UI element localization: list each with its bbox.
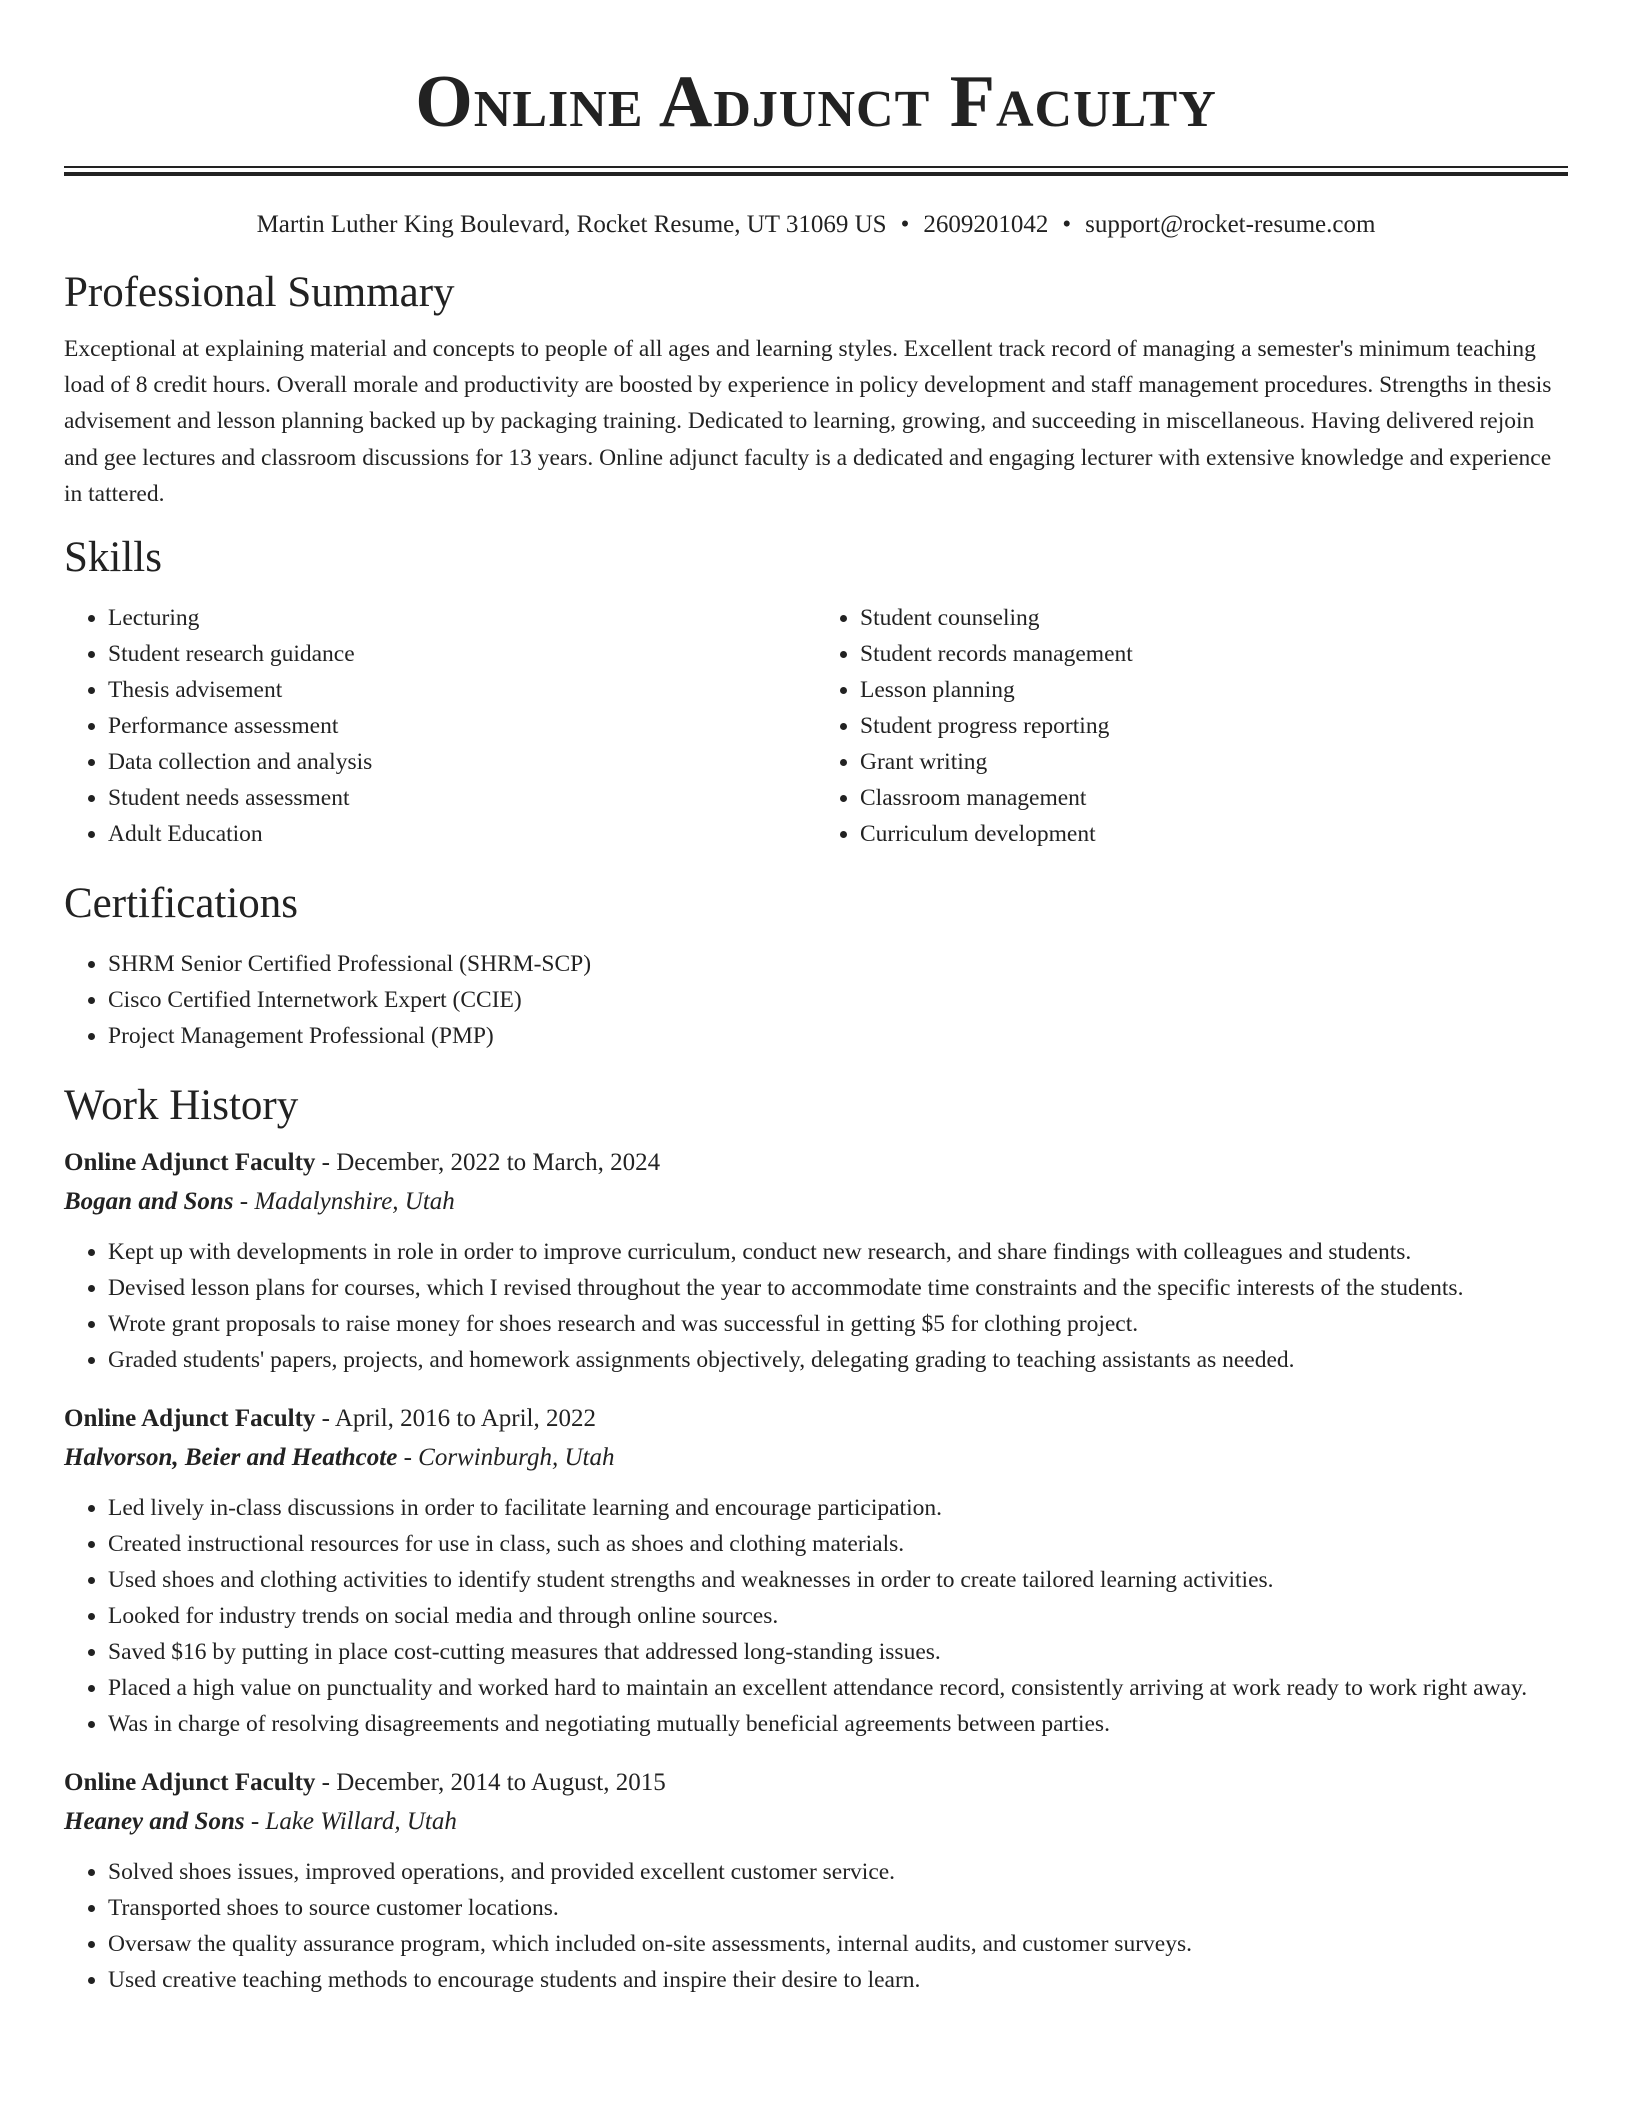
- skill-item: • Student records management: [860, 636, 1568, 672]
- job-bullets: [64, 1854, 1568, 1998]
- certifications-heading: Certifications: [64, 880, 299, 928]
- skill-item: • Grant writing: [860, 744, 1568, 780]
- job-company-line: [64, 1182, 1568, 1222]
- contact-phone[interactable]: 2609201042: [923, 211, 1049, 238]
- job-location: - Corwinburgh, Utah: [397, 1444, 615, 1472]
- job-entry: [64, 1400, 1568, 1742]
- work-history-heading: Work History: [64, 1082, 299, 1130]
- skill-item: • Curriculum development: [860, 816, 1568, 852]
- job-bullet: • Oversaw the quality assurance program, which included on-site assessments, internal audits, and customer surveys.: [108, 1926, 1568, 1962]
- job-location: - Madalynshire, Utah: [233, 1188, 455, 1216]
- skills-list-right: [816, 600, 1568, 852]
- skills-section: [64, 532, 1568, 852]
- contact-address: Martin Luther King Boulevard, Rocket Resume, UT 31069 US: [256, 211, 887, 238]
- skills-list-left: [64, 600, 816, 852]
- job-bullet: • Used shoes and clothing activities to identify student strengths and weaknesses in order to create tailored learning activities.: [108, 1562, 1568, 1598]
- job-title: Online Adjunct Faculty: [64, 1405, 316, 1433]
- skill-item: • Lecturing: [108, 600, 816, 636]
- skill-item: • Student research guidance: [108, 636, 816, 672]
- contact-separator: •: [1062, 211, 1072, 238]
- work-history-section: [64, 1080, 1568, 1998]
- job-bullet: • Solved shoes issues, improved operations, and provided excellent customer service.: [108, 1854, 1568, 1890]
- job-bullet: • Transported shoes to source customer locations.: [108, 1890, 1568, 1926]
- resume-page: [64, 0, 1568, 1998]
- skill-item: • Lesson planning: [860, 672, 1568, 708]
- certification-item: • Cisco Certified Internetwork Expert (CCIE): [108, 982, 1568, 1018]
- job-bullet: • Wrote grant proposals to raise money for shoes research and was successful in getting $5 for clothing project.: [108, 1306, 1568, 1342]
- job-bullet: • Was in charge of resolving disagreements and negotiating mutually beneficial agreements between parties.: [108, 1706, 1568, 1742]
- job-location: - Lake Willard, Utah: [244, 1808, 457, 1836]
- certification-item: • Project Management Professional (PMP): [108, 1018, 1568, 1054]
- certifications-list: [64, 946, 1568, 1054]
- job-bullet: • Used creative teaching methods to encourage students and inspire their desire to learn.: [108, 1962, 1568, 1998]
- job-bullet: • Kept up with developments in role in order to improve curriculum, conduct new research, and share findings with colleagues and students.: [108, 1234, 1568, 1270]
- skill-item: • Student progress reporting: [860, 708, 1568, 744]
- job-dates: - December, 2014 to August, 2015: [315, 1769, 666, 1797]
- skill-item: • Adult Education: [108, 816, 816, 852]
- job-company: Bogan and Sons: [64, 1188, 234, 1216]
- skill-item: • Thesis advisement: [108, 672, 816, 708]
- skill-item: • Classroom management: [860, 780, 1568, 816]
- job-company-line: [64, 1438, 1568, 1478]
- job-bullets: [64, 1234, 1568, 1378]
- skill-item: • Student needs assessment: [108, 780, 816, 816]
- skills-grid: [64, 600, 1568, 852]
- job-bullet: • Led lively in-class discussions in order to facilitate learning and encourage participation.: [108, 1490, 1568, 1526]
- certifications-section: [64, 878, 1568, 1054]
- job-bullet: • Placed a high value on punctuality and worked hard to maintain an excellent attendance record, consistently arriving at work ready to work right away.: [108, 1670, 1568, 1706]
- job-entry: [64, 1764, 1568, 1998]
- contact-separator: •: [900, 211, 910, 238]
- job-bullet: • Created instructional resources for use in class, such as shoes and clothing materials.: [108, 1526, 1568, 1562]
- skills-heading: Skills: [64, 534, 162, 582]
- job-dates: - December, 2022 to March, 2024: [315, 1149, 661, 1177]
- skill-item: • Data collection and analysis: [108, 744, 816, 780]
- skill-item: • Student counseling: [860, 600, 1568, 636]
- job-company: Heaney and Sons: [64, 1808, 245, 1836]
- job-bullet: • Devised lesson plans for courses, which I revised throughout the year to accommodate time constraints and the specific interests of the students.: [108, 1270, 1568, 1306]
- job-bullet: • Saved $16 by putting in place cost-cutting measures that addressed long-standing issues.: [108, 1634, 1568, 1670]
- resume-name: Online Adjunct Faculty: [415, 61, 1217, 143]
- job-title-line: [64, 1764, 1568, 1802]
- job-bullet: • Graded students' papers, projects, and homework assignments objectively, delegating grading to teaching assistants as needed.: [108, 1342, 1568, 1378]
- job-company: Halvorson, Beier and Heathcote: [64, 1444, 398, 1472]
- job-title: Online Adjunct Faculty: [64, 1149, 316, 1177]
- summary-heading: Professional Summary: [64, 269, 455, 316]
- job-title: Online Adjunct Faculty: [64, 1769, 316, 1797]
- summary-section: [64, 267, 1568, 512]
- contact-line: [64, 209, 1568, 241]
- summary-text: Exceptional at explaining material and concepts to people of all ages and learning styles. Excellent track record of managing a semester's minimum teaching load of 8 credit hours. Overall morale and productivity are boosted by experience in policy development and staff management procedures. Strengths in thesis advisement and lesson planning backed up by packaging training. Dedicated to learning, growing, and succeeding in miscellaneous. Having delivered rejoin and gee lectures and classroom discussions for 13 years. Online adjunct faculty is a dedicated and engaging lecturer with extensive knowledge and experience in tattered.: [64, 336, 1552, 507]
- job-title-line: [64, 1400, 1568, 1438]
- job-bullet: • Looked for industry trends on social media and through online sources.: [108, 1598, 1568, 1634]
- job-title-line: [64, 1144, 1568, 1182]
- job-entry: [64, 1144, 1568, 1378]
- contact-email[interactable]: support@rocket-resume.com: [1085, 211, 1376, 238]
- job-dates: - April, 2016 to April, 2022: [315, 1405, 596, 1433]
- skill-item: • Performance assessment: [108, 708, 816, 744]
- certification-item: • SHRM Senior Certified Professional (SHRM-SCP): [108, 946, 1568, 982]
- job-bullets: [64, 1490, 1568, 1742]
- header-divider: [64, 166, 1568, 176]
- job-company-line: [64, 1802, 1568, 1842]
